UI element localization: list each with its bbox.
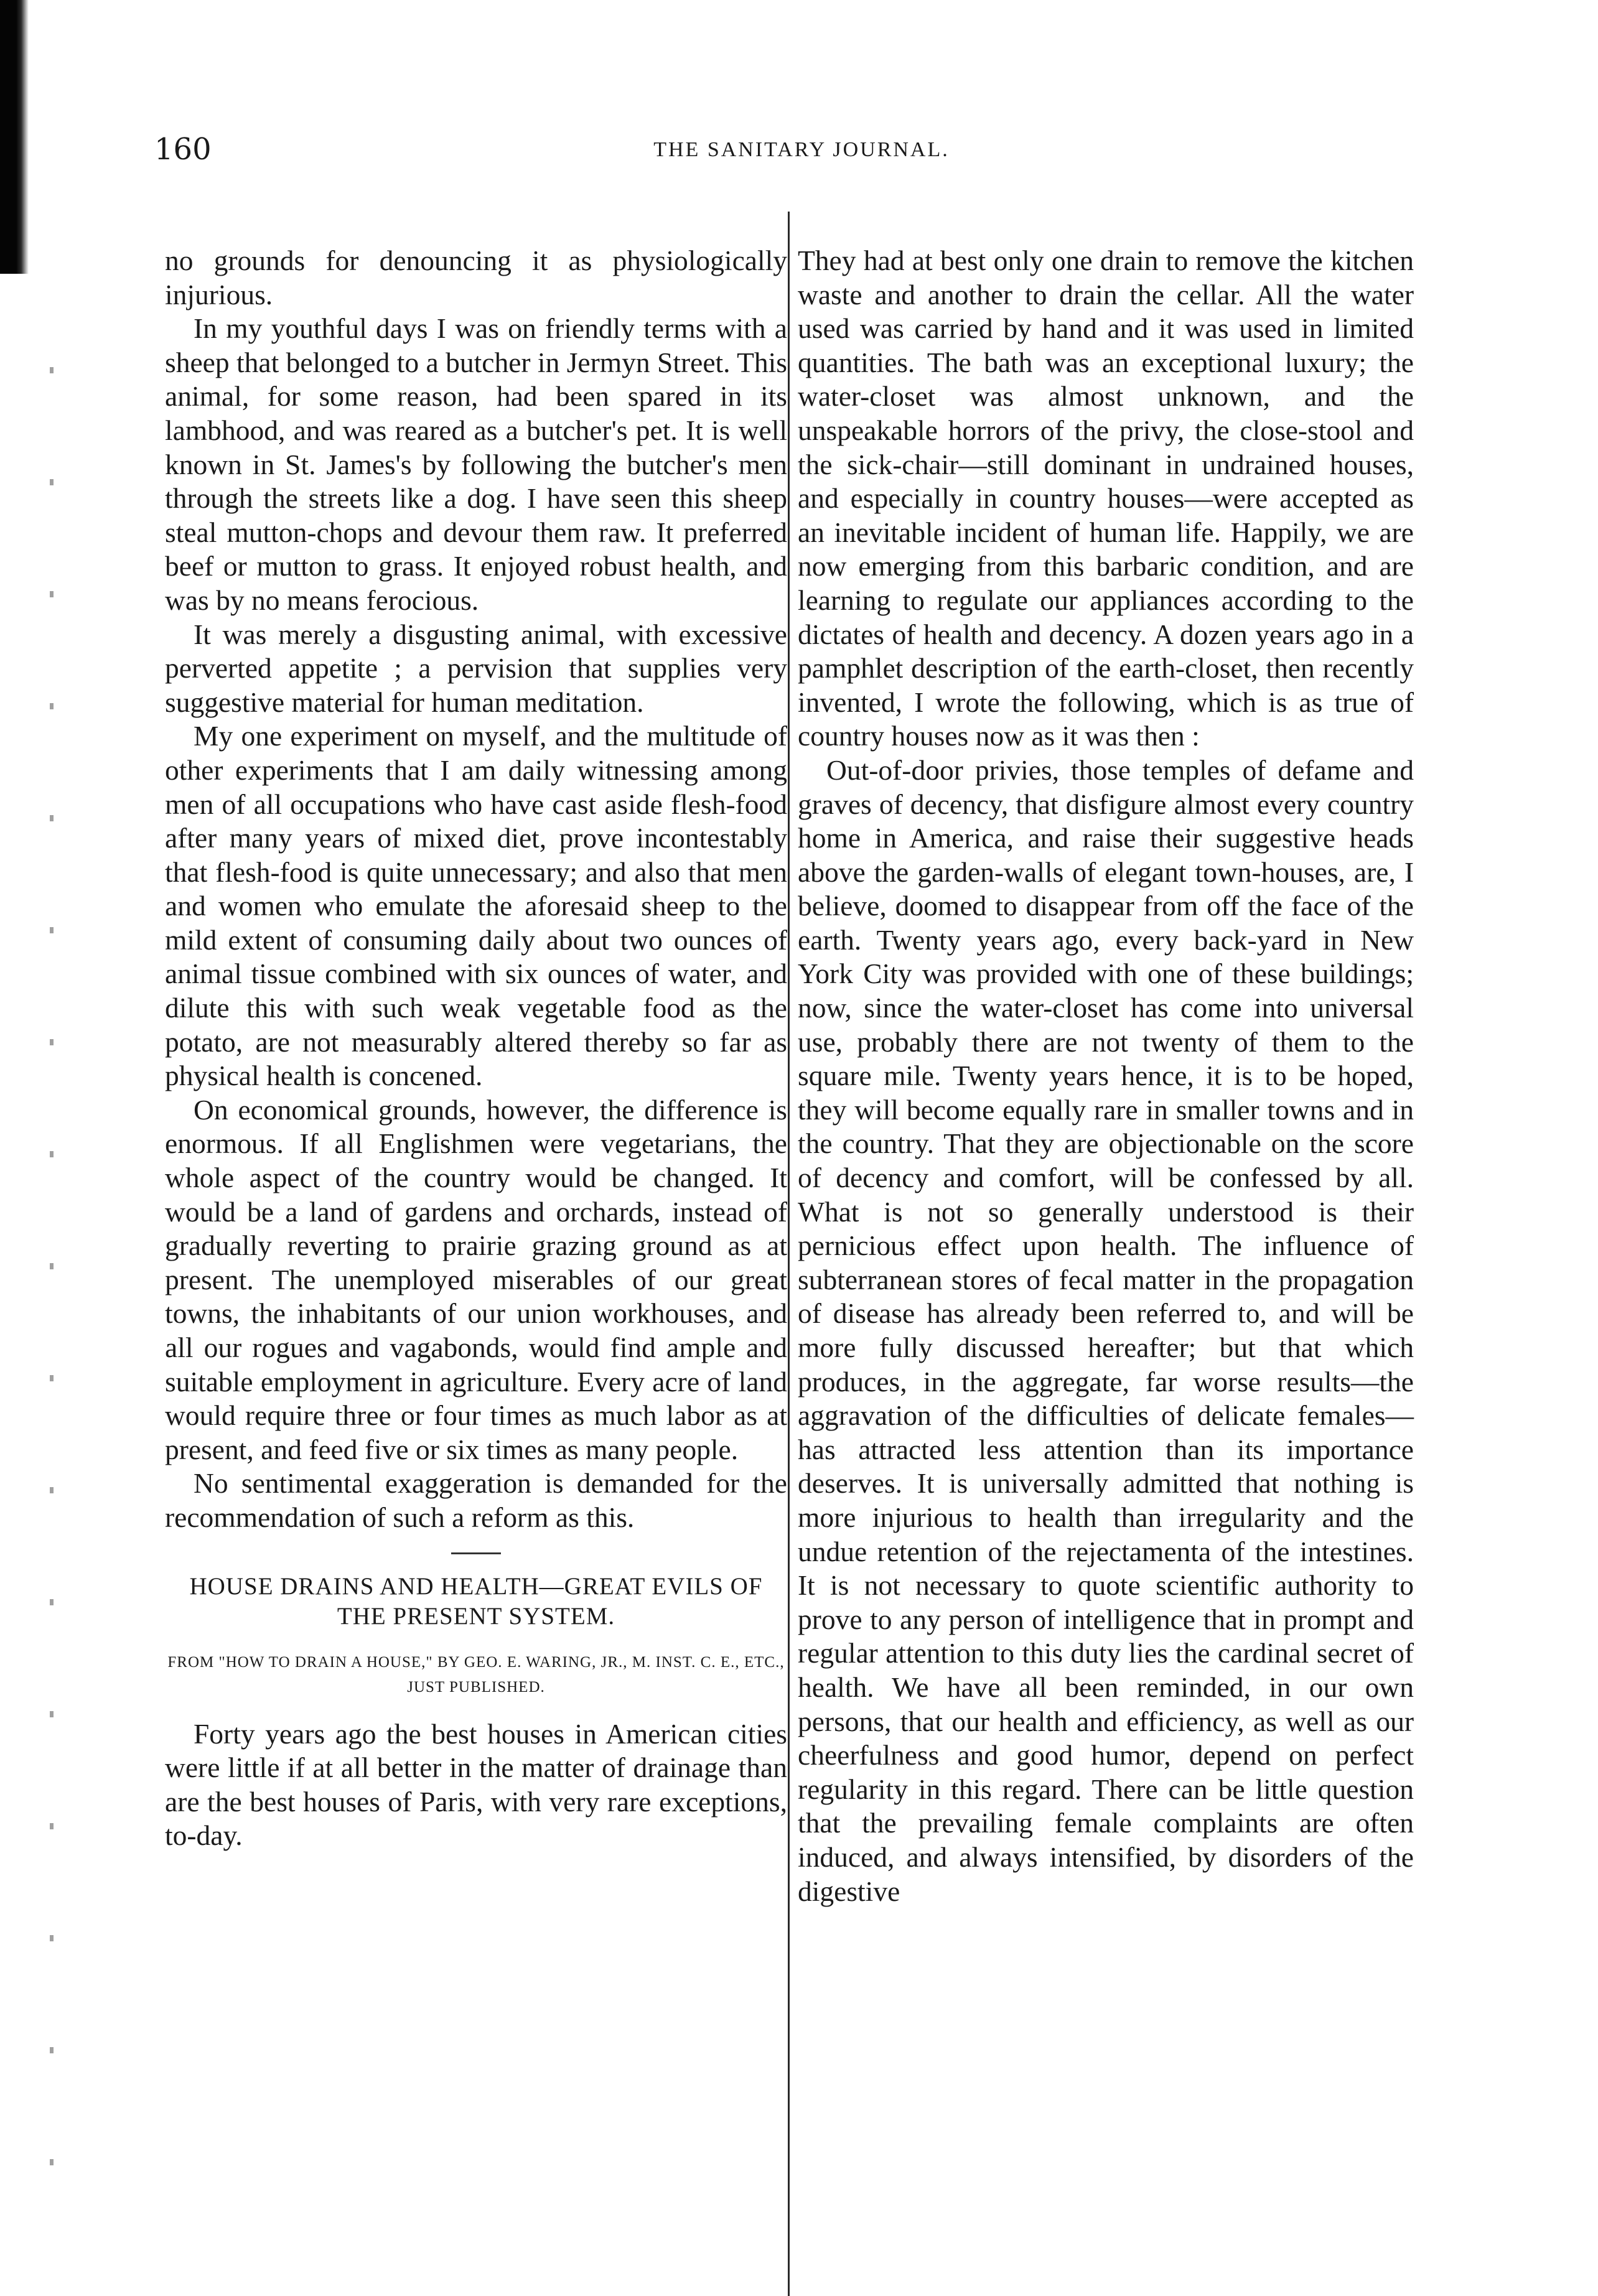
paragraph: No sentimental exaggeration is demanded for the recommendation of such a reform as this. xyxy=(165,1467,787,1533)
paragraph: no grounds for denouncing it as physiologically injurious. xyxy=(165,245,787,310)
column-rule xyxy=(788,212,790,2296)
article-opening: Forty years ago the best houses in American cities were little if at all better in the matter of drainage than are the best houses of Paris, with very rare exceptions, to-day. xyxy=(165,1717,787,1852)
paragraph: Out-of-door privies, those temples of defame and graves of decency, that disfigure almost every country home in America, and raise their suggestive heads above the garden-walls of elegant town-houses, are, I believe, doomed to disappear from off the face of the earth. Twenty years ago, every back-yard in New York City was provided with one of these buildings; now, since the water-closet has come into universal use, probably there are not twenty of them to the square mile. Twenty years hence, it is to be hoped, they will become equally rare in smaller towns and in the country. That they are objectionable on the score of decency and comfort, will be confessed by all. What is not so generally understood is their pernicious effect upon health. The influence of subterranean stores of fecal matter in the propagation of disease has already been referred to, and will be more fully discussed hereafter; but that which produces, in the aggregate, far worse results—the aggravation of the difficulties of delicate females—has attracted less attention than its importance deserves. It is universally admitted that nothing is more injurious to health than irregularity and the undue retention of the rejectamenta of the intestines. It is not necessary to quote scientific authority to prove to any person of intelligence that in prompt and regular attention to this duty lies the cardinal secret of health. We have all been reminded, in our own persons, that our health and efficiency, as well as our cheerfulness and good humor, depend on perfect regularity in this regard. There can be little question that the prevailing female complaints are often induced, and always intensified, by disorders of the digestive xyxy=(798,754,1414,1907)
paragraph: My one experiment on myself, and the multitude of other experiments that I am daily witnessing among men of all occupations who have cast aside flesh-food after many years of mixed diet, prove incontestably that flesh-food is quite unnecessary; and also that men and women who emulate the aforesaid sheep to the mild extent of consuming daily about two ounces of animal tissue combined with six ounces of water, and dilute this with such weak vegetable food as the potato, are not measurably altered thereby so far as physical health is concened. xyxy=(165,720,787,1092)
paragraph: It was merely a disgusting animal, with excessive perverted appetite ; a pervision that supplies very suggestive material for human meditation. xyxy=(165,618,787,718)
right-column xyxy=(798,244,1414,1908)
binding-edge-shadow xyxy=(0,0,29,274)
running-head xyxy=(154,132,1449,182)
section-divider xyxy=(451,1552,501,1554)
paragraph: On economical grounds, however, the difference is enormous. If all Englishmen were vegetarians, the whole aspect of the country would be changed. It would be a land of gardens and orchards, instead of gradually reverting to prairie grazing ground as at present. The unemployed miserables of our great towns, the inhabitants of our union workhouses, and all our rogues and vagabonds, would find ample and suitable employment in agriculture. Every acre of land would require three or four times as much labor as at present, and feed five or six times as many people. xyxy=(165,1093,787,1465)
article-source: FROM "HOW TO DRAIN A HOUSE," BY GEO. E. WARING, JR., M. INST. C. E., ETC., JUST PUBLISHED. xyxy=(167,1653,785,1696)
margin-specks xyxy=(50,311,54,2240)
paragraph: In my youthful days I was on friendly terms with a sheep that belonged to a butcher in Jermyn Street. This animal, for some reason, had been spared in its lambhood, and was reared as a butcher's pet. It is well known in St. James's by following the butcher's men through the streets like a dog. I have seen this sheep steal mutton-chops and devour them raw. It preferred beef or mutton to grass. It enjoyed robust health, and was by no means ferocious. xyxy=(165,312,787,616)
paragraph: They had at best only one drain to remove the kitchen waste and another to drain the cellar. All the water used was carried by hand and it was used in limited quantities. The bath was an exceptional luxury; the water-closet was almost unknown, and the unspeakable horrors of the privy, the close-stool and the sick-chair—still dominant in undrained houses, and especially in country houses—were accepted as an inevitable incident of human life. Happily, we are now emerging from this barbaric condition, and are learning to regulate our appliances according to the dictates of health and decency. A dozen years ago in a pamphlet description of the earth-closet, then recently invented, I wrote the following, which is as true of country houses now as it was then : xyxy=(798,245,1414,752)
article-heading: HOUSE DRAINS AND HEALTH—GREAT EVILS OF THE PRESENT SYSTEM. xyxy=(189,1572,763,1630)
journal-title: THE SANITARY JOURNAL. xyxy=(653,138,950,161)
left-column xyxy=(165,244,787,1853)
page-number: 160 xyxy=(154,132,212,167)
